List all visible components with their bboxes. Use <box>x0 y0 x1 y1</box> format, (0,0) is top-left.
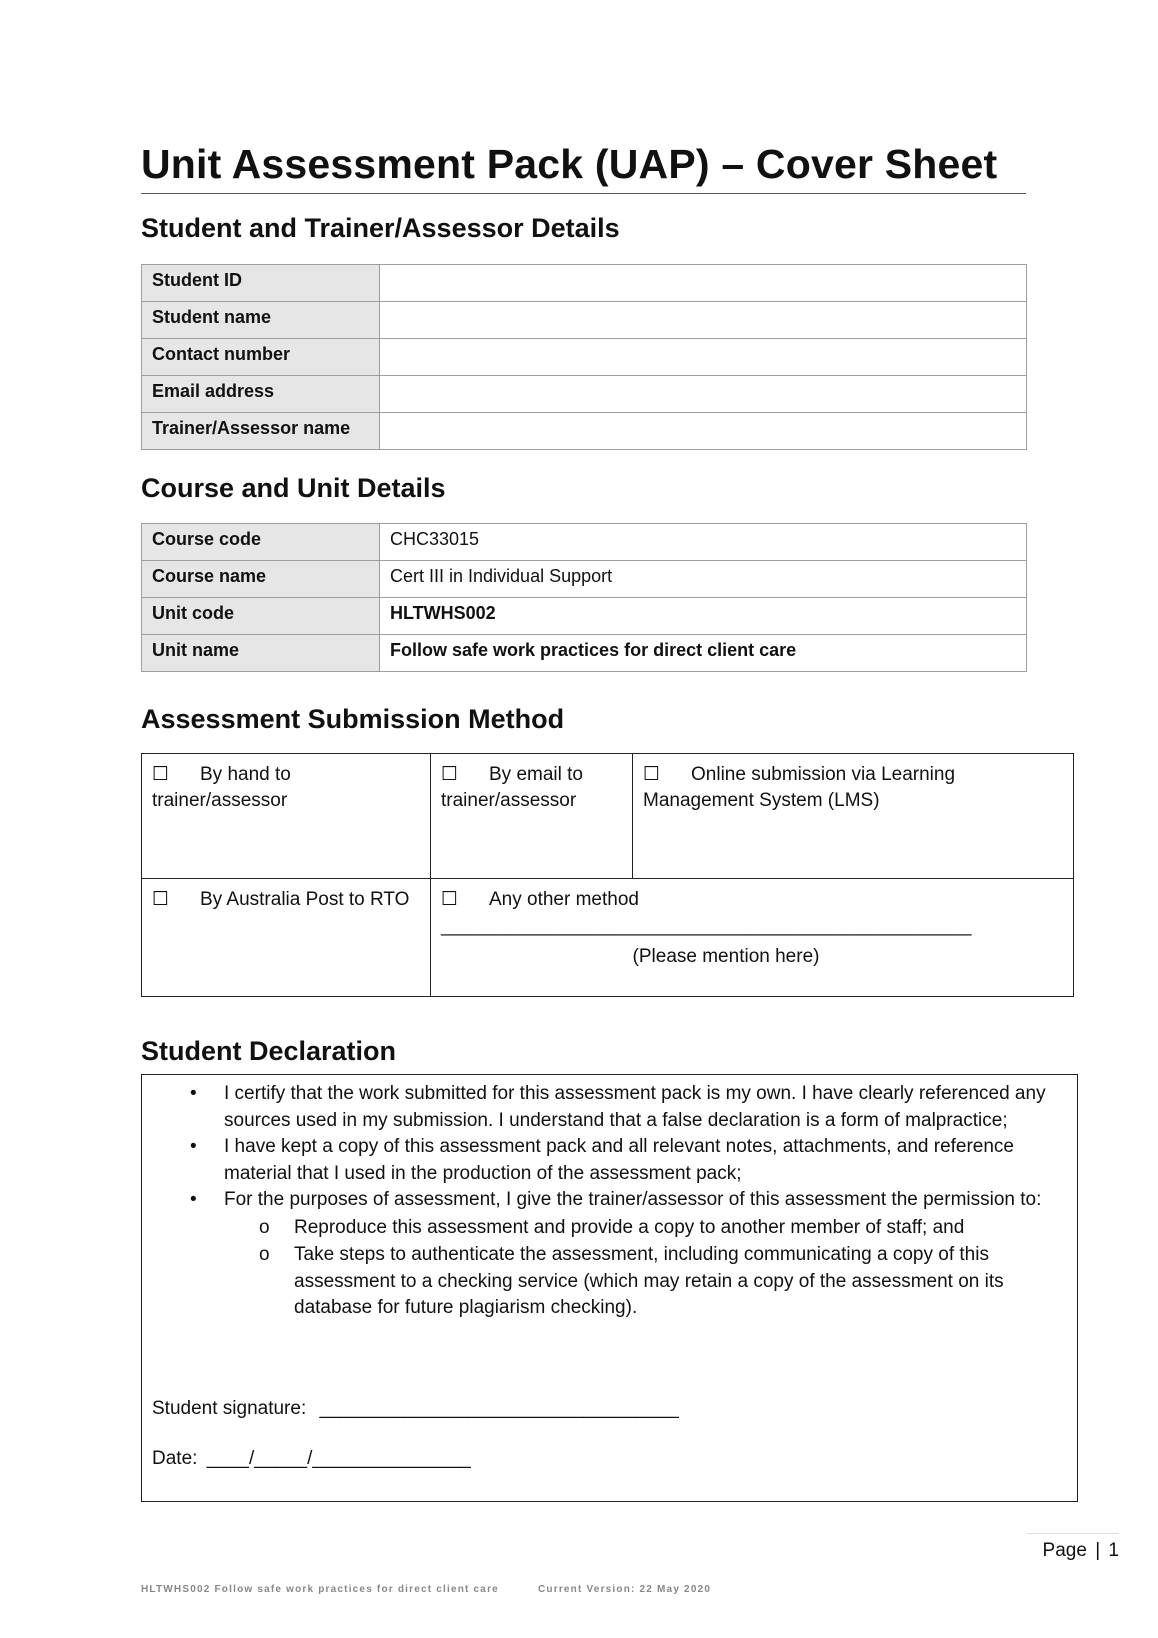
option-label: Online submission via Learning <box>691 764 956 785</box>
page-number-value: 1 <box>1108 1540 1119 1561</box>
checkbox-icon[interactable]: ☐ <box>152 889 170 910</box>
checkbox-icon[interactable]: ☐ <box>152 764 170 785</box>
student-details-table <box>141 264 1027 450</box>
page-number <box>1027 1533 1119 1562</box>
page-label: Page <box>1042 1540 1087 1561</box>
email-address-label: Email address <box>142 376 380 413</box>
table-row <box>142 598 1027 635</box>
list-item <box>142 1215 1077 1242</box>
sub-bullet-icon: o <box>259 1244 270 1265</box>
list-item <box>142 1134 1077 1187</box>
table-row <box>142 339 1027 376</box>
option-label: trainer/assessor <box>152 790 288 811</box>
bullet-text: For the purposes of assessment, I give the trainer/assessor of this assessment the permission to: <box>224 1189 1042 1210</box>
declaration-heading: Student Declaration <box>141 1036 397 1066</box>
declaration-list <box>142 1081 1077 1322</box>
student-name-label: Student name <box>142 302 380 339</box>
sub-bullet-text: Reproduce this assessment and provide a copy to another member of staff; and <box>294 1216 965 1238</box>
list-item <box>142 1187 1077 1214</box>
student-name-field[interactable] <box>380 302 1027 339</box>
checkbox-icon[interactable]: ☐ <box>643 764 661 785</box>
other-method-input[interactable]: _____________________________________________________ <box>441 916 972 936</box>
bullet-icon: • <box>190 1189 197 1210</box>
bullet-icon: • <box>190 1083 197 1104</box>
option-label: trainer/assessor <box>441 790 577 811</box>
signature-row <box>152 1396 679 1423</box>
declaration-box <box>141 1074 1078 1502</box>
signature-field[interactable]: __________________________________ <box>319 1398 679 1419</box>
list-item <box>142 1242 1077 1322</box>
checkbox-icon[interactable]: ☐ <box>441 889 459 910</box>
date-label: Date: <box>152 1448 198 1469</box>
option-by-hand <box>142 754 430 822</box>
option-label: Management System (LMS) <box>643 790 880 811</box>
table-row <box>142 265 1027 302</box>
footer-unit: HLTWHS002 Follow safe work practices for direct client care <box>141 1584 499 1595</box>
unit-code-label: Unit code <box>142 598 380 635</box>
option-by-email <box>431 754 632 822</box>
bullet-text: I have kept a copy of this assessment pack and all relevant notes, attachments, and reference material that I used in the production of the assessment pack; <box>224 1136 1015 1184</box>
table-row <box>142 302 1027 339</box>
course-details-heading: Course and Unit Details <box>141 473 446 503</box>
course-name-label: Course name <box>142 561 380 598</box>
option-label: By Australia Post to RTO <box>200 889 410 910</box>
trainer-name-field[interactable] <box>380 413 1027 450</box>
signature-label: Student signature: <box>152 1398 307 1419</box>
option-online-lms <box>633 754 1073 822</box>
table-row <box>142 635 1027 672</box>
option-label: By email to <box>489 764 583 785</box>
option-australia-post <box>142 879 430 921</box>
date-row <box>152 1446 471 1473</box>
table-row <box>142 561 1027 598</box>
option-label: By hand to <box>200 764 291 785</box>
page-title: Unit Assessment Pack (UAP) – Cover Sheet <box>141 142 1026 194</box>
unit-name-label: Unit name <box>142 635 380 672</box>
submission-heading: Assessment Submission Method <box>141 704 565 734</box>
unit-code-value: HLTWHS002 <box>380 598 1027 635</box>
table-row <box>142 413 1027 450</box>
table-row <box>142 376 1027 413</box>
student-details-heading: Student and Trainer/Assessor Details <box>141 213 620 243</box>
email-address-field[interactable] <box>380 376 1027 413</box>
unit-name-value: Follow safe work practices for direct client care <box>380 635 1027 672</box>
table-row <box>142 524 1027 561</box>
sub-bullet-text: Take steps to authenticate the assessment, including communicating a copy of this assessment to a checking service (which may retain a copy of the assessment on its database for future plagiarism checking). <box>294 1244 1004 1318</box>
student-id-field[interactable] <box>380 265 1027 302</box>
bullet-icon: • <box>190 1136 197 1157</box>
other-method-hint: (Please mention here) <box>632 946 820 967</box>
course-name-value: Cert III in Individual Support <box>380 561 1027 598</box>
option-label: Any other method <box>489 889 639 910</box>
date-field[interactable]: ____/_____/_______________ <box>206 1448 471 1469</box>
page-separator: | <box>1095 1540 1101 1561</box>
course-details-table <box>141 523 1027 672</box>
checkbox-icon[interactable]: ☐ <box>441 764 459 785</box>
list-item <box>142 1081 1077 1134</box>
course-code-label: Course code <box>142 524 380 561</box>
sub-bullet-icon: o <box>259 1216 270 1238</box>
trainer-name-label: Trainer/Assessor name <box>142 413 380 450</box>
option-other-method <box>431 879 1073 978</box>
footer-version: Current Version: 22 May 2020 <box>538 1584 712 1595</box>
student-id-label: Student ID <box>142 265 380 302</box>
submission-method-grid <box>141 753 1074 997</box>
bullet-text: I certify that the work submitted for this assessment pack is my own. I have clearly referenced any sources used in my submission. I understand that a false declaration is a form of malpractice; <box>224 1083 1046 1131</box>
contact-number-field[interactable] <box>380 339 1027 376</box>
course-code-value: CHC33015 <box>380 524 1027 561</box>
contact-number-label: Contact number <box>142 339 380 376</box>
